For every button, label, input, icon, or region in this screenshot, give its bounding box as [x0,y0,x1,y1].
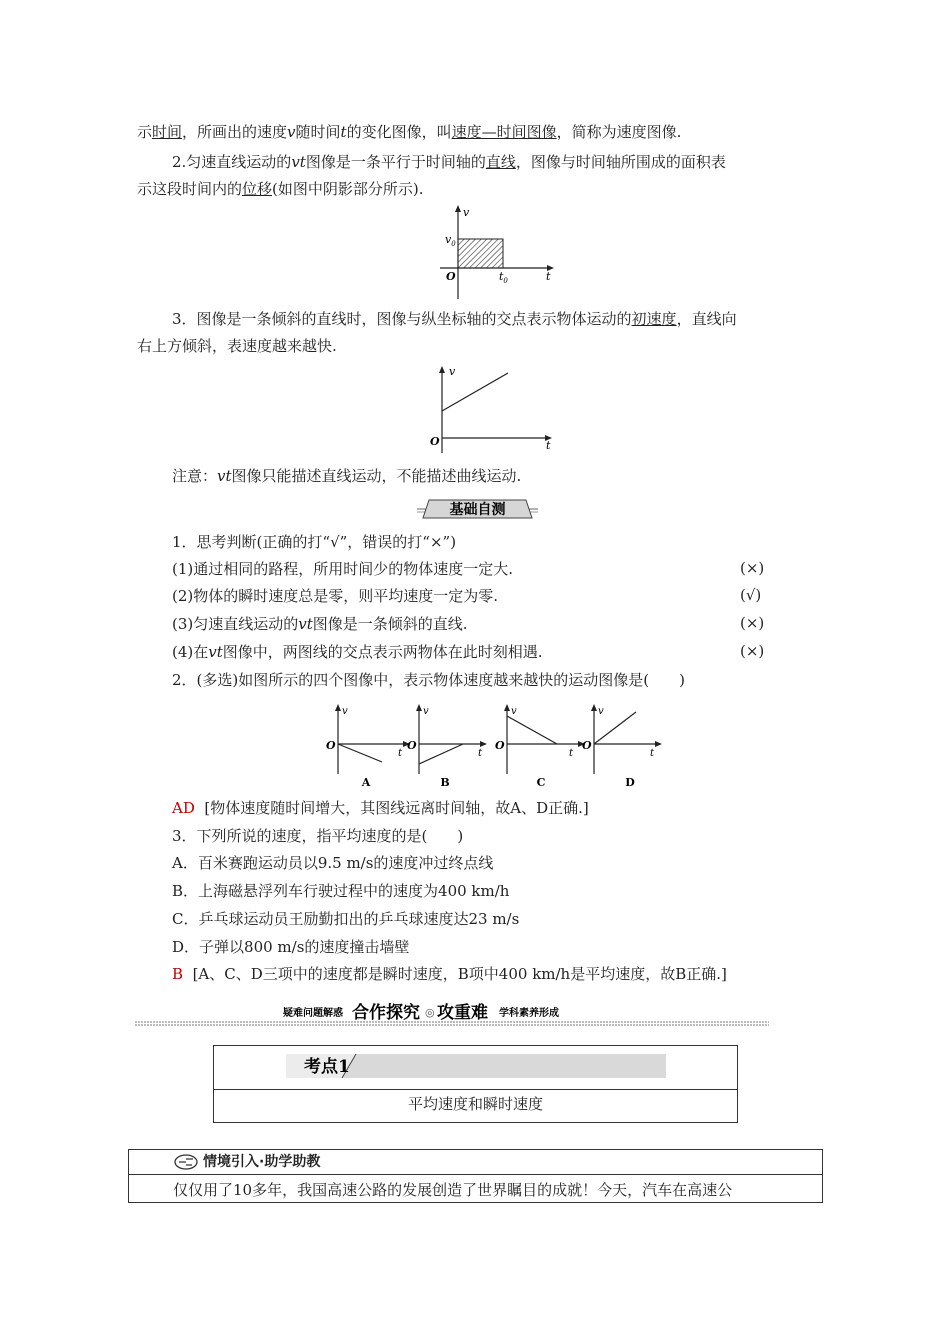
v-axis-arrow [439,366,445,373]
note-line: 注意：vt图像只能描述直线运动，不能描述曲线运动. [172,467,522,485]
para-3-line-2: 右上方倾斜，表速度越来越快. [137,337,337,355]
q2-explanation: [物体速度随时间增大，其图线远离时间轴，故A、D正确.] [204,799,589,817]
svg-text:t: t [569,748,574,759]
q2-answer: AD [172,799,195,817]
q3-option-b: B．上海磁悬浮列车行驶过程中的速度为400 km/h [172,882,510,900]
kaodian-label: 考点1 [304,1057,350,1077]
q1-item-1: (1)通过相同的路程，所用时间少的物体速度一定大. [172,560,514,578]
t-label: t [546,270,551,283]
q1-item-2-mark: (√) [740,586,762,604]
svg-text:O: O [326,739,336,752]
q1-item-3: (3)匀速直线运动的vt图像是一条倾斜的直线. [172,615,468,633]
para-2-line-1: 2.匀速直线运动的vt图像是一条平行于时间轴的直线，图像与时间轴所围成的面积表 [172,153,726,171]
section-left-tag: 疑难问题解惑 [283,1008,343,1019]
term-line: 直线 [485,153,516,171]
shaded-displacement-area [458,239,503,268]
graph-c-line [507,716,557,744]
svg-text:O: O [495,739,505,752]
context-text: 仅仅用了10多年，我国高速公路的发展创造了世界瞩目的成就！今天，汽车在高速公 [173,1181,733,1199]
term-initial-velocity: 初速度 [631,310,677,328]
v-axis-arrow [455,205,461,212]
origin-label: O [446,270,456,283]
section-header [135,1000,769,1026]
svg-text:O: O [407,739,417,752]
svg-text:t: t [398,748,403,759]
svg-text:v: v [423,706,429,717]
q3-title: 3．下列所说的速度，指平均速度的是( ) [172,827,464,845]
term-vt-graph: 速度—时间图像 [451,123,557,141]
section-main-1: 合作探究 [352,1003,420,1023]
term-time: 时间 [152,123,183,141]
v-label: v [449,365,456,378]
svg-text:t: t [650,748,655,759]
figure-accelerating-vt [428,363,563,455]
svg-text:v: v [598,706,604,717]
context-box [128,1149,823,1203]
q1-item-3-mark: (×) [740,614,765,632]
svg-text:v: v [511,706,517,717]
kaodian-title: 平均速度和瞬时速度 [407,1095,543,1113]
q2-graph-b [405,702,495,792]
q3-option-a: A．百米赛跑运动员以9.5 m/s的速度冲过终点线 [172,854,494,872]
q2-answer-line [172,798,589,818]
para-2-line-2: 示这段时间内的位移(如图中阴影部分所示). [137,180,424,198]
graph-d-label: D [625,776,635,789]
graph-b-label: B [440,776,450,789]
q3-explanation: [A、C、D三项中的速度都是瞬时速度，B项中400 km/h是平均速度，故B正确.] [192,965,727,983]
q3-answer-line [172,964,727,984]
banner-title: 基础自测 [449,502,506,518]
q2-title: 2．(多选)如图所示的四个图像中，表示物体速度越来越快的运动图像是( ) [172,671,685,689]
hand-pointer-icon [173,1152,199,1172]
v0-label: $v_0$ [445,233,456,248]
t-label: t [546,439,551,452]
t0-label: $t_0$ [499,270,508,285]
context-label: 情境引入·助学助教 [203,1154,321,1170]
figure-uniform-vt [432,203,562,303]
q2-graph-a [322,702,412,792]
para-3-line-1: 3．图像是一条倾斜的直线时，图像与纵坐标轴的交点表示物体运动的初速度，直线向 [172,310,737,328]
section-separator: ◎ [425,1006,435,1019]
kaodian-label-bar [286,1052,666,1080]
q1-item-1-mark: (×) [740,559,765,577]
self-test-banner [415,497,540,521]
q3-option-d: D．子弹以800 m/s的速度撞击墙壁 [172,938,410,956]
graph-c-label: C [536,776,546,789]
graph-b-line [419,744,463,764]
q2-graph-d [578,702,668,792]
q1-item-2: (2)物体的瞬时速度总是零，则平均速度一定为零. [172,587,499,605]
graph-a-line [338,744,382,762]
q1-item-4-mark: (×) [740,642,765,660]
q1-item-4: (4)在vt图像中，两图线的交点表示两物体在此时刻相遇. [172,643,543,661]
svg-text:t: t [478,748,483,759]
origin-label: O [430,435,440,448]
q3-option-c: C．乒乓球运动员王励勤扣出的乒乓球速度达23 m/s [172,910,520,928]
velocity-line [442,373,508,411]
svg-text:O: O [582,739,592,752]
v-label: v [463,206,470,219]
svg-text:v: v [342,706,348,717]
section-main-2: 攻重难 [437,1003,488,1023]
q1-title: 1．思考判断(正确的打“√”，错误的打“×”) [172,533,457,551]
graph-a-label: A [361,776,371,789]
q3-answer: B [172,965,184,983]
section-right-tag: 学科素养形成 [499,1008,559,1019]
term-displacement: 位移 [242,180,273,198]
para-line-1: 示时间，所画出的速度v随时间t的变化图像，叫速度—时间图像，简称为速度图像. [137,123,682,141]
kaodian-box [213,1045,738,1123]
